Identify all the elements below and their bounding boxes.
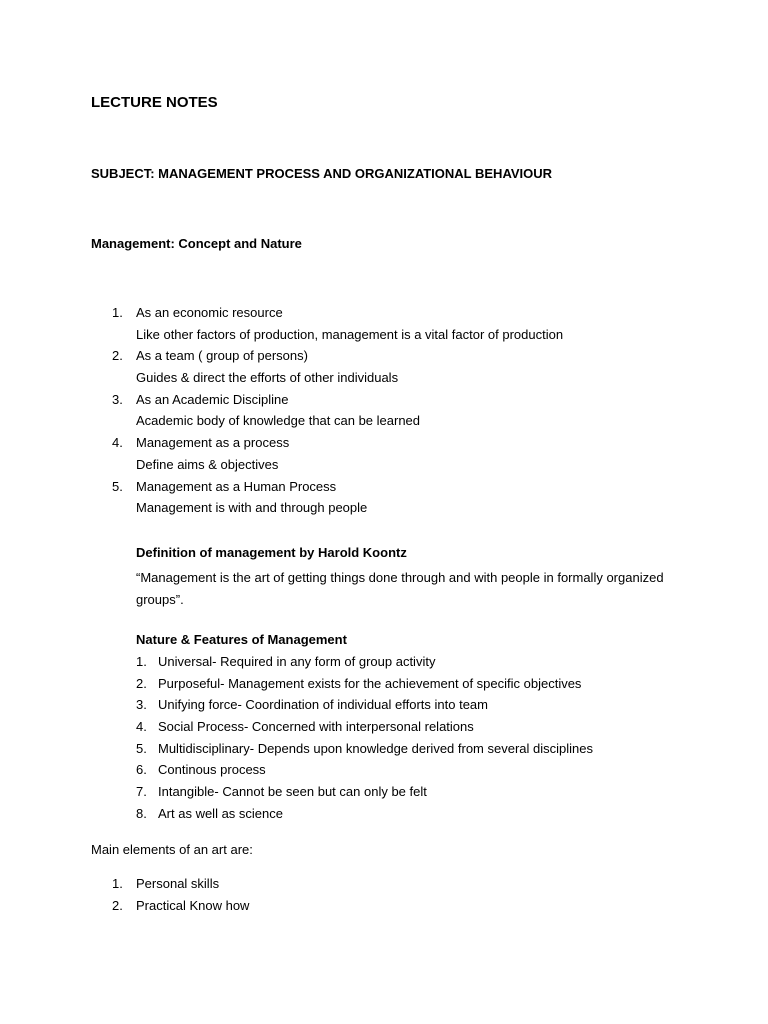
- definition-quote: “Management is the art of getting things done through and with people in formally organized groups”.: [136, 570, 664, 607]
- elements-heading: Main elements of an art are:: [91, 842, 253, 857]
- list-item-number: 2.: [136, 675, 147, 691]
- definition-heading: Definition of management by Harold Koontz: [136, 545, 407, 560]
- list-item-description: Define aims & objectives: [136, 456, 279, 472]
- nature-heading: Nature & Features of Management: [136, 632, 347, 647]
- list-item-text: Purposeful- Management exists for the achievement of specific objectives: [158, 675, 582, 691]
- list-item-title: As a team ( group of persons): [136, 348, 308, 364]
- list-item-title: Management as a process: [136, 435, 290, 451]
- list-item-number: 5.: [112, 478, 123, 494]
- list-item-number: 2.: [112, 897, 123, 913]
- section-heading: Management: Concept and Nature: [91, 236, 302, 251]
- list-item-title: Management as a Human Process: [136, 478, 337, 494]
- list-item-text: Social Process- Concerned with interpersonal relations: [158, 719, 474, 735]
- list-item-description: Management is with and through people: [136, 500, 368, 516]
- list-item-description: Guides & direct the efforts of other individuals: [136, 370, 399, 386]
- list-item-number: 1.: [112, 305, 123, 320]
- list-item-description: Like other factors of production, management is a vital factor of production: [136, 326, 564, 342]
- list-item-text: Art as well as science: [158, 805, 283, 821]
- list-item-title: As an economic resource: [136, 305, 283, 320]
- list-item-text: Intangible- Cannot be seen but can only be felt: [158, 784, 427, 800]
- list-item-number: 1.: [112, 876, 123, 891]
- document-title: LECTURE NOTES: [91, 94, 218, 111]
- list-item-text: Universal- Required in any form of group activity: [158, 654, 436, 669]
- list-item-text: Unifying force- Coordination of individual efforts into team: [158, 697, 488, 713]
- list-item-number: 5.: [136, 740, 147, 756]
- list-item-text: Multidisciplinary- Depends upon knowledge derived from several disciplines: [158, 740, 593, 756]
- list-item-text: Continous process: [158, 762, 266, 778]
- list-item-number: 8.: [136, 805, 147, 821]
- list-item-text: Practical Know how: [136, 897, 250, 913]
- list-item-number: 4.: [136, 719, 147, 735]
- list-item-number: 3.: [136, 697, 147, 713]
- list-item-number: 2.: [112, 348, 123, 364]
- list-item-number: 7.: [136, 784, 147, 800]
- list-item-number: 6.: [136, 762, 147, 778]
- list-item-number: 3.: [112, 391, 123, 407]
- list-item-number: 1.: [136, 654, 147, 669]
- list-item-number: 4.: [112, 435, 123, 451]
- subject-line: SUBJECT: MANAGEMENT PROCESS AND ORGANIZATIONAL BEHAVIOUR: [91, 166, 553, 181]
- list-item-title: As an Academic Discipline: [136, 391, 289, 407]
- list-item-description: Academic body of knowledge that can be learned: [136, 413, 421, 429]
- list-item-text: Personal skills: [136, 876, 220, 891]
